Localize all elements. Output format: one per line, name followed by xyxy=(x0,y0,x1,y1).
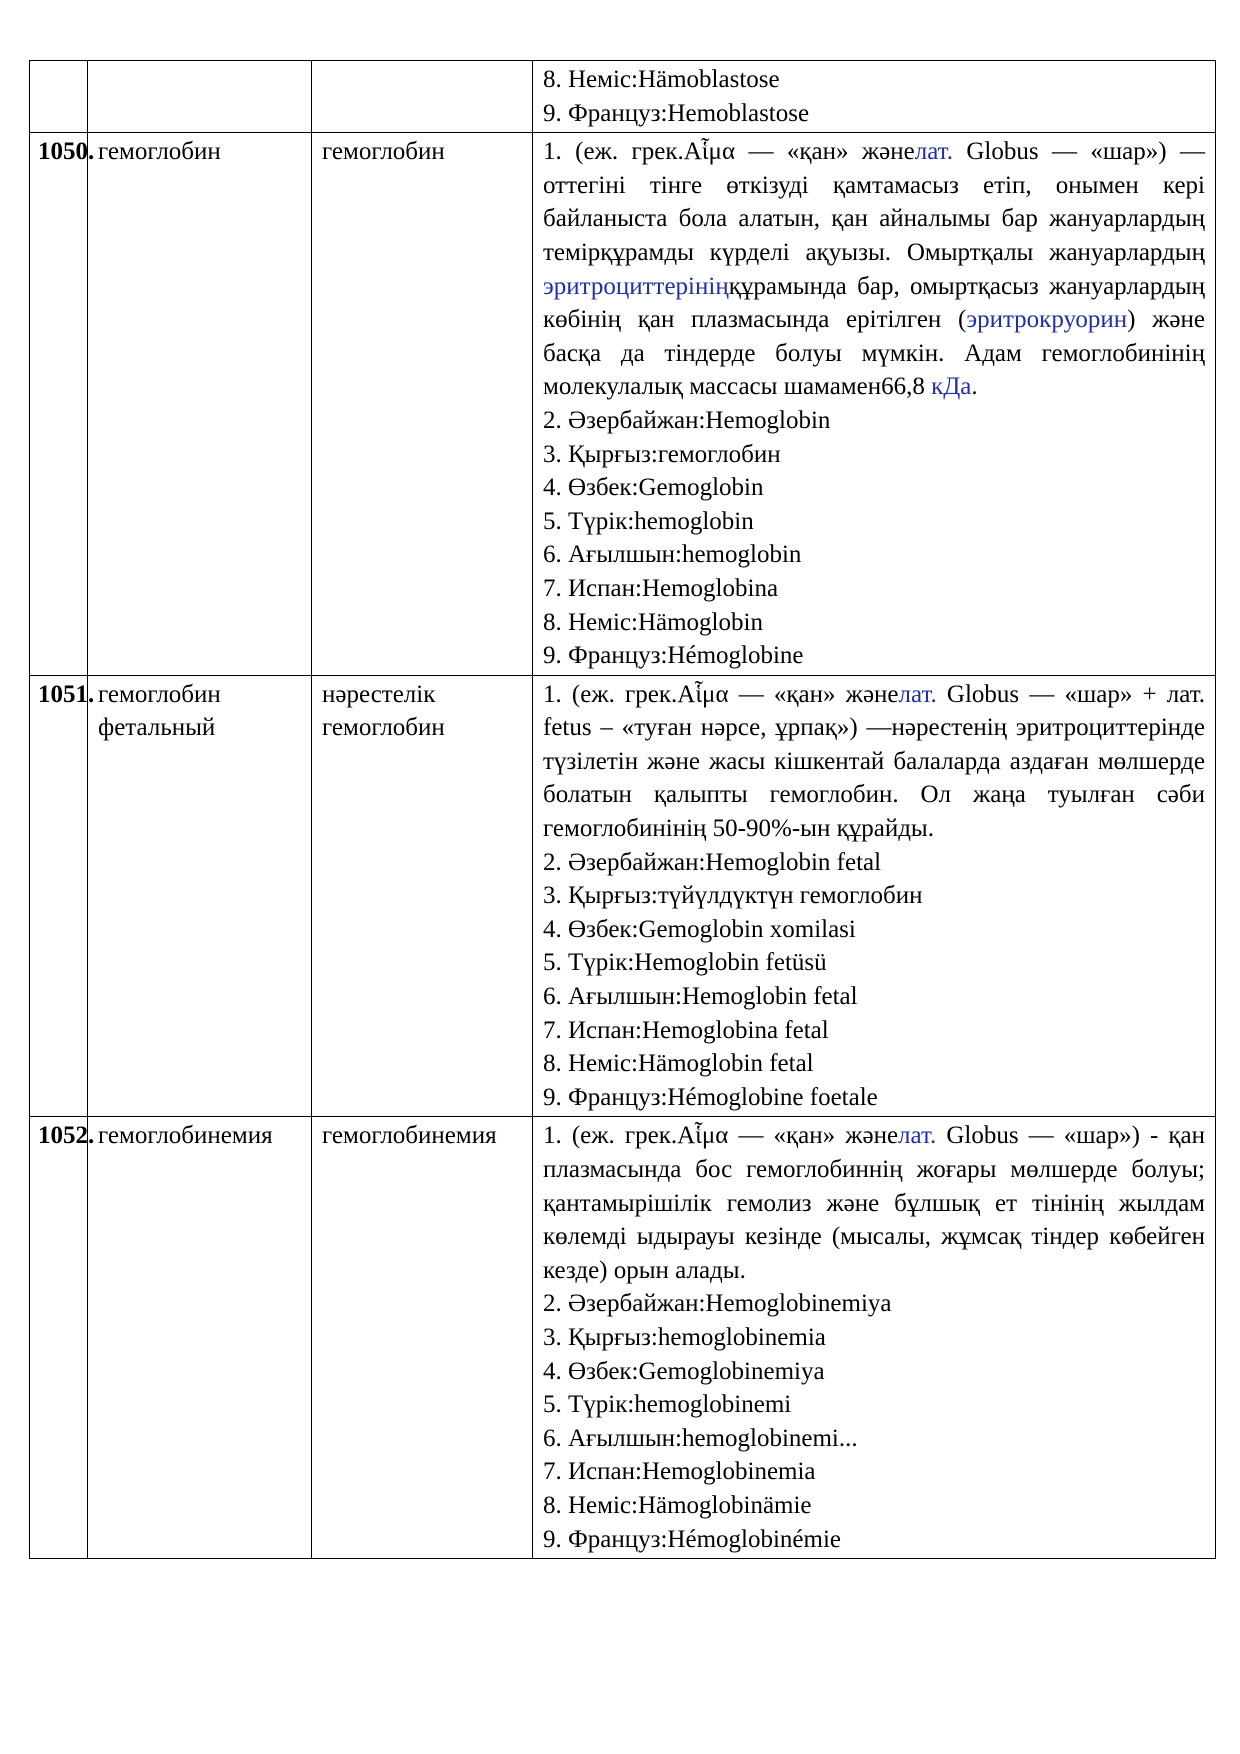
entry-number: 1050. xyxy=(30,133,88,676)
definition-text: 1. (еж. грек.Αἷμα — «қан» және xyxy=(543,680,899,708)
russian-term: гемоглобин xyxy=(88,133,312,676)
definition-text: 1. (еж. грек.Αἷμα — «қан» және xyxy=(543,138,915,166)
translation-line: 2. Әзербайжан:Hemoglobin fetal xyxy=(543,848,882,876)
translation-line: 5. Түрік:hemoglobin xyxy=(543,507,754,535)
table-row xyxy=(30,1117,1216,1559)
translation-line: 8. Неміс:Hämoglobin fetal xyxy=(543,1050,814,1078)
table-row xyxy=(30,133,1216,676)
document-page xyxy=(29,60,1215,1559)
translation-line: 8. Неміс:Hämoglobinämie xyxy=(543,1491,812,1519)
table-row xyxy=(30,675,1216,1117)
translation-line: 7. Испан:Hemoglobinemia xyxy=(543,1458,816,1486)
translation-line: 9. Француз:Hémoglobine xyxy=(543,642,804,670)
definition-text: Globus — «шар») — оттегіні тінге өткізуді қамтамасыз етіп, онымен кері байланыста бола алатын, қан айналымы бар жануарлардың темірқұрамды күрделі ақуызы. Омыртқалы жануарлардың xyxy=(543,138,1206,266)
table-row xyxy=(30,61,1216,133)
translation-line: 2. Әзербайжан:Hemoglobinemiya xyxy=(543,1290,892,1318)
entry-number xyxy=(30,61,88,133)
kazakh-term: нәрестелік гемоглобин xyxy=(312,675,533,1117)
translation-line: 4. Өзбек:Gemoglobinemiya xyxy=(543,1357,825,1385)
translation-line: 6. Ағылшын:hemoglobin xyxy=(543,541,802,569)
definition-paragraph xyxy=(543,135,1205,404)
translation-line: 4. Өзбек:Gemoglobin xyxy=(543,474,764,502)
russian-term xyxy=(88,61,312,133)
translation-line: 9. Француз:Hémoglobinémie xyxy=(543,1525,841,1553)
translation-line: 9. Француз:Hémoglobine foetale xyxy=(543,1083,878,1111)
kda-link[interactable]: кДа xyxy=(931,373,972,401)
translation-line: 5. Түрік:Hemoglobin fetüsü xyxy=(543,949,827,977)
definition-cell xyxy=(533,675,1216,1117)
terminology-table xyxy=(29,60,1216,1559)
translation-line: 5. Түрік:hemoglobinemi xyxy=(543,1391,792,1419)
definition-cell xyxy=(533,133,1216,676)
entry-number: 1052. xyxy=(30,1117,88,1559)
translation-line: 3. Қырғыз:гемоглобин xyxy=(543,440,781,468)
russian-term: гемоглобинемия xyxy=(88,1117,312,1559)
definition-paragraph xyxy=(543,1119,1205,1287)
erythrocruorin-link[interactable]: эритрокруорин xyxy=(966,306,1128,334)
translation-line: 8. Неміс:Hämoglobin xyxy=(543,608,763,636)
definition-text: ) және басқа да тіндерде болуы мүмкін. Адам гемоглобинінің молекулалық массасы шамамен66,8 xyxy=(543,306,1206,401)
erythrocytes-link[interactable]: эритроциттерінің xyxy=(543,272,729,300)
definition-text: 1. (еж. грек.Αἷμα — «қан» және xyxy=(543,1122,899,1150)
translation-line: 2. Әзербайжан:Hemoglobin xyxy=(543,406,831,434)
translation-line: 4. Өзбек:Gemoglobin xomilasi xyxy=(543,915,856,943)
definition-text: . xyxy=(971,373,978,401)
lat-link[interactable]: лат. xyxy=(898,1122,937,1150)
kazakh-term: гемоглобинемия xyxy=(312,1117,533,1559)
definition-text: құрамында бар, омыртқасыз жануарлардың көбінің қан плазмасында ерітілген ( xyxy=(543,272,1205,334)
translation-line: 8. Неміс:Hämoblastose xyxy=(543,66,780,93)
translation-line: 7. Испан:Hemoglobina fetal xyxy=(543,1016,829,1044)
lat-link[interactable]: лат. xyxy=(914,138,953,166)
translation-line: 7. Испан:Hemoglobina xyxy=(543,574,779,602)
kazakh-term: гемоглобин xyxy=(312,133,533,676)
definition-paragraph xyxy=(543,678,1205,846)
entry-number: 1051. xyxy=(30,675,88,1117)
translation-line: 6. Ағылшын:hemoglobinemi... xyxy=(543,1424,858,1452)
translation-line: 3. Қырғыз:түйүлдүктүн гемоглобин xyxy=(543,882,923,910)
lat-link[interactable]: лат. xyxy=(898,680,937,708)
definition-text: Globus — «шар» + лат. fetus – «туған нәрсе, ұрпақ») —нәрестенің эритроциттерінде түзілетін және жасы кішкентай балаларда аздаған мөлшерде болатын қалыпты гемоглобин. Ол жаңа туылған сәби гемоглобинінің 50-90%-ын құрайды. xyxy=(543,680,1205,843)
russian-term: гемоглобин фетальный xyxy=(88,675,312,1117)
translation-line: 9. Француз:Hemoblastose xyxy=(543,99,810,127)
translation-line: 3. Қырғыз:hemoglobinemia xyxy=(543,1323,826,1351)
definition-text: Globus — «шар») - қан плазмасында бос гемоглобиннің жоғары мөлшерде болуы; қантамырішілік гемолиз және бұлшық ет тінінің жылдам көлемді ыдырауы кезінде (мысалы, жұмсақ тіндер көбейген кезде) орын алады. xyxy=(543,1122,1205,1284)
definition-cell xyxy=(533,61,1216,133)
definition-cell xyxy=(533,1117,1216,1559)
kazakh-term xyxy=(312,61,533,133)
translation-line: 6. Ағылшын:Hemoglobin fetal xyxy=(543,983,858,1011)
